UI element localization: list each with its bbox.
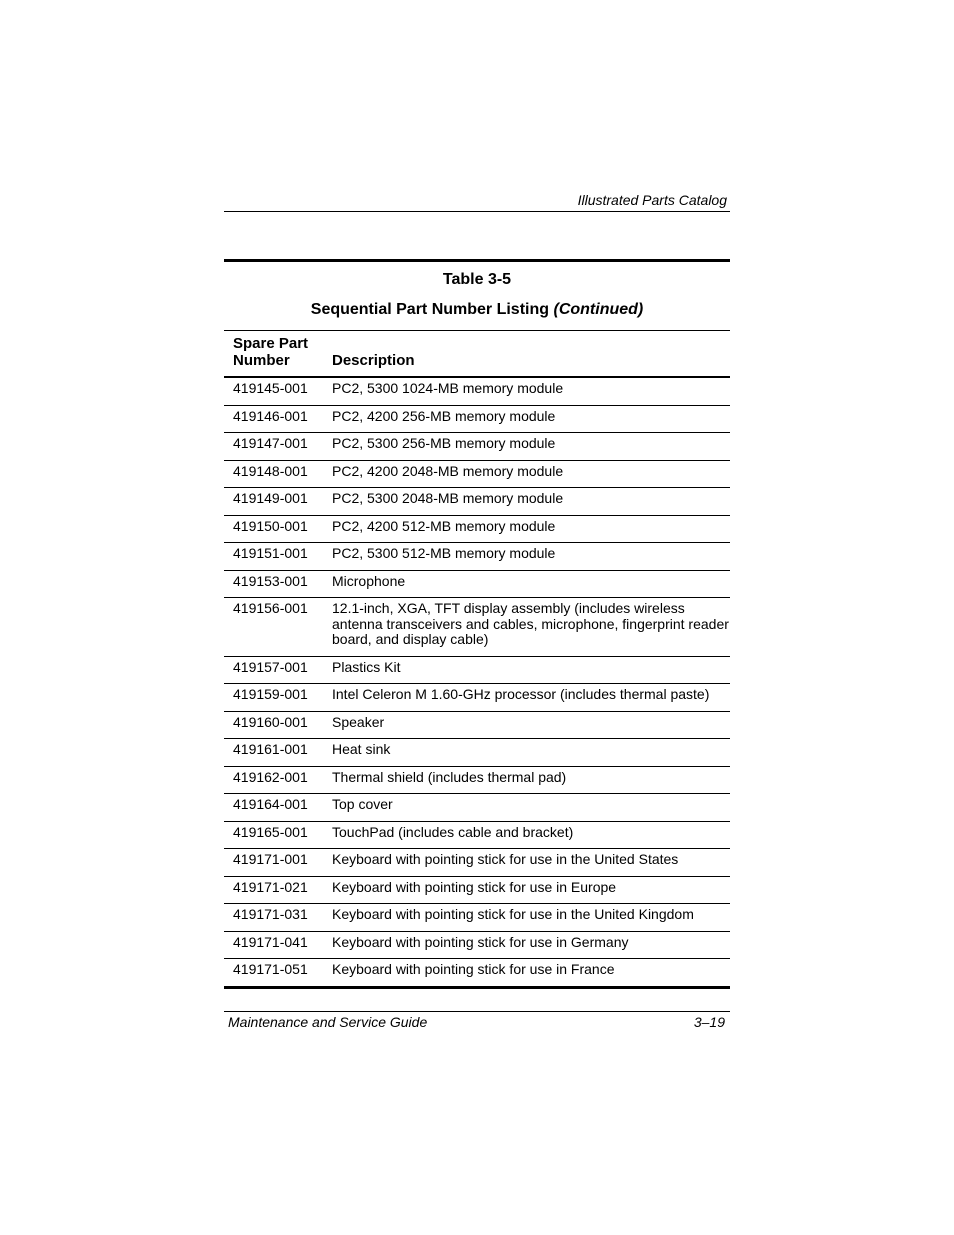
description-cell: PC2, 5300 512-MB memory module	[332, 543, 730, 571]
footer-page-number: 3–19	[693, 1014, 725, 1030]
table-title-text: Sequential Part Number Listing	[310, 301, 550, 318]
description-cell: PC2, 4200 256-MB memory module	[332, 405, 730, 433]
table-row	[224, 570, 730, 598]
spare-part-number-cell: 419156-001	[224, 598, 332, 657]
description-cell: Keyboard with pointing stick for use in Germany	[332, 931, 730, 959]
table-header-row	[224, 331, 730, 378]
spare-part-number-cell: 419147-001	[224, 433, 332, 461]
table-row	[224, 876, 730, 904]
spare-part-number-cell: 419149-001	[224, 488, 332, 516]
table-row	[224, 543, 730, 571]
table-row	[224, 766, 730, 794]
spare-part-number-cell: 419157-001	[224, 656, 332, 684]
spare-part-number-cell: 419171-051	[233, 961, 308, 977]
footer-guide-title: Maintenance and Service Guide	[228, 1014, 428, 1030]
table-row	[224, 684, 730, 712]
spare-part-number-cell: 419160-001	[224, 711, 332, 739]
table-row	[224, 460, 730, 488]
description-cell: Keyboard with pointing stick for use in the United States	[332, 849, 730, 877]
table-row	[224, 711, 730, 739]
spare-part-number-cell: 419153-001	[224, 570, 332, 598]
table-row	[224, 488, 730, 516]
spare-part-number-cell: 419151-001	[224, 543, 332, 571]
table-row	[224, 515, 730, 543]
spare-part-number-cell: 419171-021	[224, 876, 332, 904]
table-row	[224, 656, 730, 684]
spare-part-number-cell: 419161-001	[224, 739, 332, 767]
parts-table-body	[224, 377, 730, 987]
header-rule	[224, 211, 730, 212]
table-row	[224, 433, 730, 461]
table-title-suffix: (Continued)	[553, 301, 644, 318]
spare-part-number-cell: 419146-001	[224, 405, 332, 433]
description-cell: TouchPad (includes cable and bracket)	[332, 821, 730, 849]
description-cell: Heat sink	[332, 739, 730, 767]
spare-part-number-cell: 419164-001	[224, 794, 332, 822]
spare-part-number-cell: 419148-001	[224, 460, 332, 488]
table-row	[224, 821, 730, 849]
parts-table-block	[224, 259, 730, 989]
table-row	[224, 849, 730, 877]
table-row	[224, 931, 730, 959]
parts-table	[224, 330, 730, 989]
spare-part-number-cell: 419150-001	[224, 515, 332, 543]
description-cell: PC2, 5300 1024-MB memory module	[332, 377, 730, 405]
spare-part-number-cell: 419171-031	[224, 904, 332, 932]
table-row	[224, 598, 730, 657]
description-cell: Plastics Kit	[332, 656, 730, 684]
table-row	[224, 904, 730, 932]
table-label: Table 3-5	[442, 271, 512, 288]
description-cell: Keyboard with pointing stick for use in Europe	[332, 876, 730, 904]
description-cell: PC2, 5300 256-MB memory module	[332, 433, 730, 461]
table-top-rule	[224, 259, 730, 262]
description-cell: Speaker	[332, 711, 730, 739]
spare-part-number-cell: 419145-001	[224, 377, 332, 405]
description-cell: Microphone	[332, 570, 730, 598]
spare-part-number-cell: 419159-001	[224, 684, 332, 712]
running-header-title: Illustrated Parts Catalog	[577, 192, 727, 208]
table-row	[224, 959, 730, 988]
description-cell: PC2, 4200 2048-MB memory module	[332, 460, 730, 488]
description-cell: Keyboard with pointing stick for use in the United Kingdom	[332, 904, 730, 932]
table-row	[224, 739, 730, 767]
column-header-spare-part-line2: Number	[233, 352, 290, 369]
description-cell: PC2, 5300 2048-MB memory module	[332, 488, 730, 516]
description-cell: Intel Celeron M 1.60-GHz processor (includes thermal paste)	[332, 684, 730, 712]
column-header-spare-part-line1: Spare Part	[233, 335, 309, 352]
table-title	[224, 300, 730, 330]
description-cell: 12.1-inch, XGA, TFT display assembly (includes wireless antenna transceivers and cables, microphone, fingerprint reader board, and display cable)	[332, 598, 730, 657]
description-cell: PC2, 4200 512-MB memory module	[332, 515, 730, 543]
column-header-spare-part-number	[224, 331, 332, 378]
description-cell: Top cover	[332, 794, 730, 822]
table-row	[224, 377, 730, 405]
spare-part-number-cell: 419165-001	[224, 821, 332, 849]
spare-part-number-cell: 419171-001	[224, 849, 332, 877]
spare-part-number-cell: 419171-041	[224, 931, 332, 959]
table-row	[224, 405, 730, 433]
spare-part-number-cell: 419162-001	[224, 766, 332, 794]
table-row	[224, 794, 730, 822]
column-header-description: Description	[332, 331, 730, 378]
description-cell: Keyboard with pointing stick for use in France	[332, 961, 615, 977]
description-cell: Thermal shield (includes thermal pad)	[332, 766, 730, 794]
